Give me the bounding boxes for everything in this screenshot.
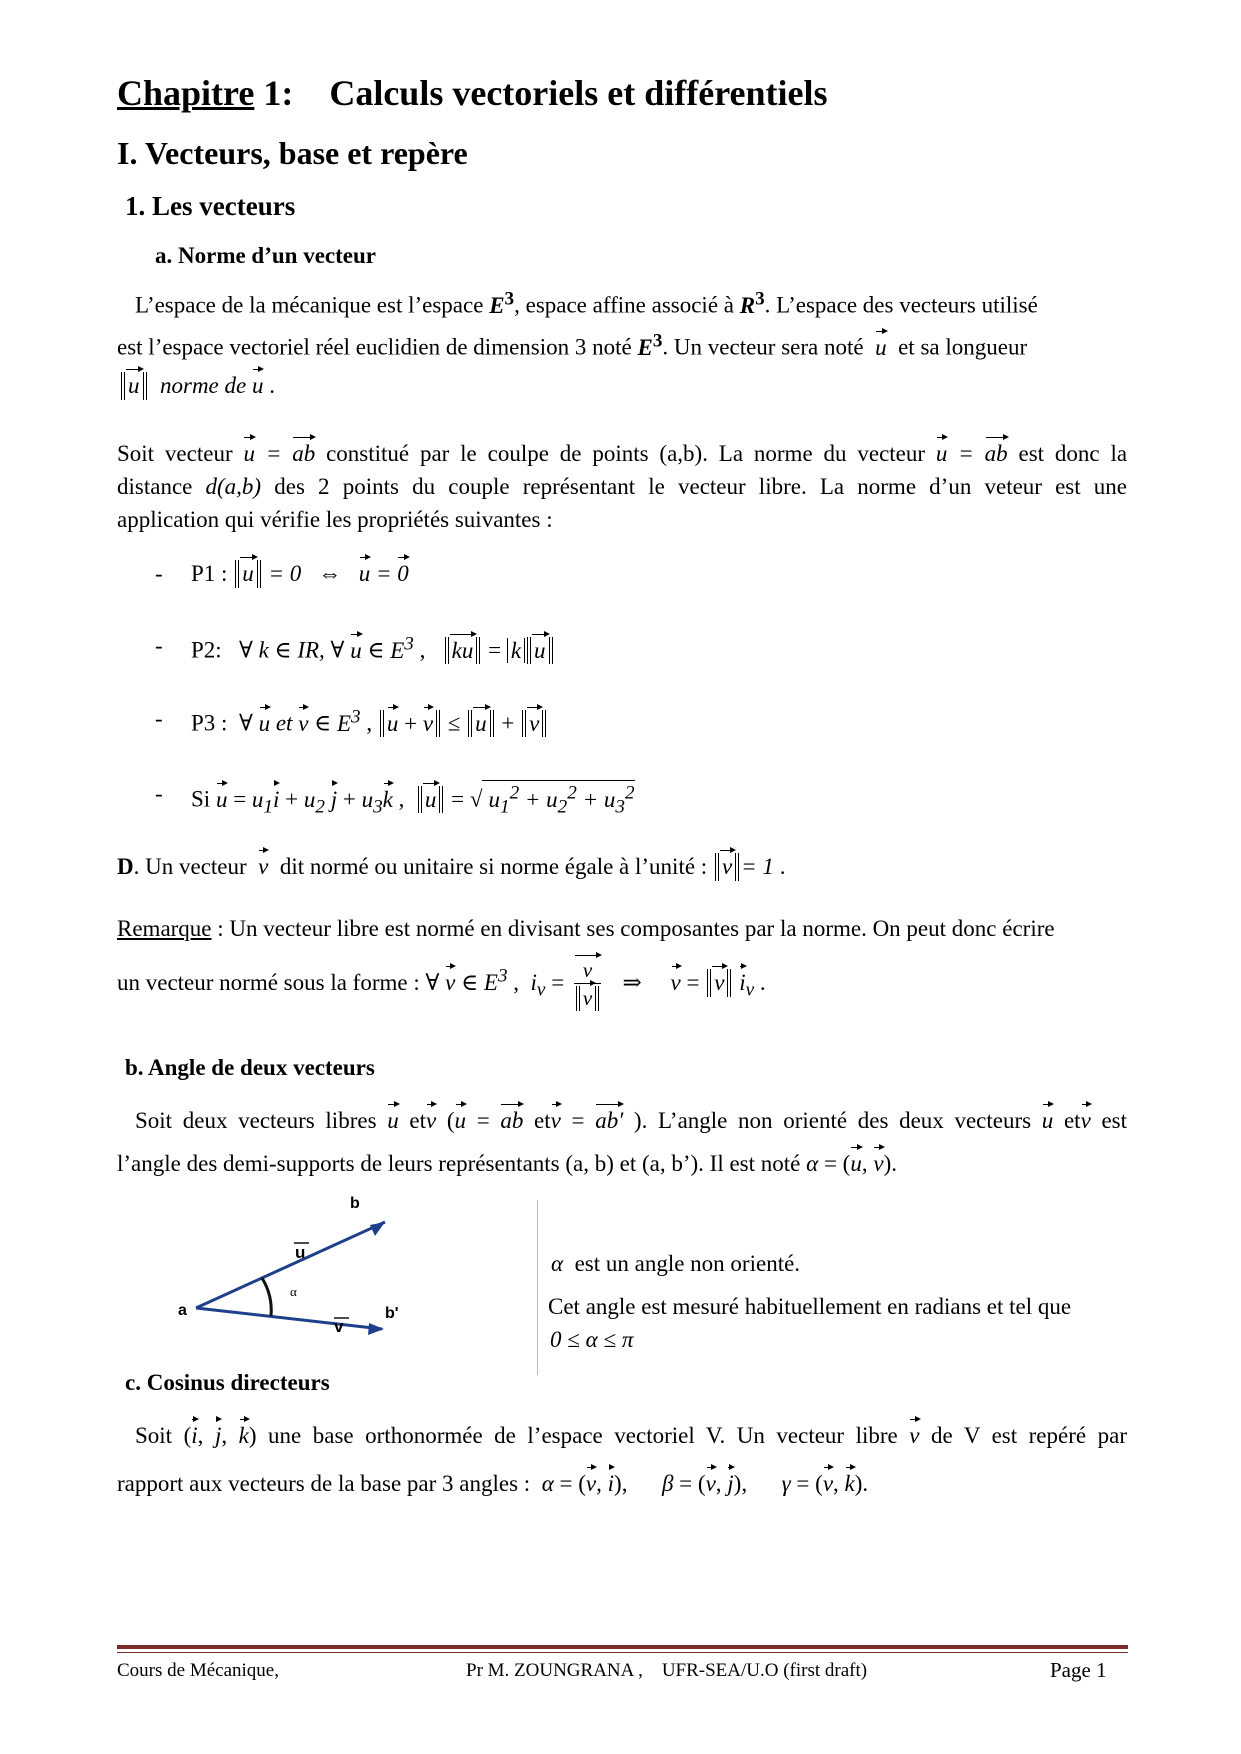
label-a: a	[178, 1302, 187, 1319]
prop-dash-2: -	[155, 633, 163, 658]
label-u: u	[295, 1243, 306, 1262]
para2-line1: Soit vecteur u = ab constitué par le coulpe de points (a,b). La norme du vecteur u = ab est donc la	[117, 441, 1128, 466]
label-b: b	[350, 1195, 360, 1212]
remark-line2: un vecteur normé sous la forme : ∀ v ∈ $E^3$ , $i_v$ = $\frac{v}{v}$ ⇒ v = v $i_v$ .	[117, 958, 766, 1011]
prop-dash-3: -	[155, 706, 163, 731]
vector-u-arrowhead	[370, 1222, 385, 1236]
label-alpha: α	[290, 1284, 297, 1299]
angle-line1: Soit deux vecteurs libres u etv (u = ab etv = ab′ ). L’angle non orienté des deux vecteurs u etv est	[135, 1108, 1128, 1133]
cosdir-line1: Soit (i, j, k) une base orthonormée de l’espace vectoriel V. Un vecteur libre v de V est repéré par	[135, 1423, 1127, 1448]
footer-rule-thick	[117, 1645, 1128, 1649]
para2-line2: distance d(a,b) des 2 points du couple représentant le vecteur libre. La norme d’un veteur est une	[117, 474, 1128, 499]
prop-p2: P2: ∀ k ∈ IR, ∀ u ∈ $E^3$ , ku = k u	[191, 632, 555, 664]
footer-course: Cours de Mécanique,	[117, 1660, 279, 1681]
figure-text-1: α est un angle non orienté.	[551, 1251, 801, 1276]
label-b-prime: b'	[385, 1305, 399, 1322]
para2-line3: application qui vérifie les propriétés suivantes :	[117, 507, 553, 532]
prop-p3: P3 : ∀ u et v ∈ $E^3$ , u + v ≤ u + v	[191, 705, 548, 737]
vector-v-arrowhead	[368, 1323, 384, 1335]
prop-dash-1: -	[155, 561, 163, 586]
section-heading: I. Vecteurs, base et repère	[117, 135, 468, 171]
definition-unit-vector: D. Un vecteur v dit normé ou unitaire si norme égale à l’unité : v = 1 .	[117, 854, 786, 879]
chapter-title: Chapitre 1: Calculs vectoriels et différentiels	[117, 73, 828, 113]
figure-divider	[537, 1200, 538, 1375]
figure-text-3: 0 ≤ α ≤ π	[550, 1327, 634, 1352]
para1-line2: est l’espace vectoriel réel euclidien de dimension 3 noté $E^3$. Un vecteur sera noté u et sa longueur	[117, 330, 1028, 360]
prop-dash-4: -	[155, 781, 163, 806]
para1-line3: u norme de u .	[119, 372, 275, 400]
remark-line1: Remarque : Un vecteur libre est normé en divisant ses composantes par la norme. On peut donc écrire	[117, 916, 1055, 941]
cosdir-line2: rapport aux vecteurs de la base par 3 angles : α = (v, i), β = (v, j), γ = (v, k).	[117, 1471, 869, 1496]
para1-line1: L’espace de la mécanique est l’espace $E^3$, espace affine associé à $R^3$. L’espace des vecteurs utilisé	[135, 288, 1038, 318]
footer-author: Pr M. ZOUNGRANA , UFR-SEA/U.O (first draft)	[466, 1660, 868, 1681]
subsection-heading-vecteurs: 1. Les vecteurs	[125, 191, 296, 221]
vector-v-line	[196, 1308, 382, 1329]
label-v: v	[334, 1317, 344, 1336]
footer-page-number: Page 1	[1050, 1658, 1107, 1682]
footer-rule-thin	[117, 1652, 1128, 1653]
subsubsection-angle: b. Angle de deux vecteurs	[125, 1055, 375, 1080]
subsubsection-cosinus: c. Cosinus directeurs	[125, 1370, 330, 1395]
prop-p4: Si $u = u_1i + u_2$ $j + u_3k$ , u = √ $u_1^2 + u_2^2 + u_3^2$	[191, 782, 635, 818]
prop-p1: P1 : u = 0 ⇔ u = 0	[191, 561, 409, 586]
angle-line2: l’angle des demi-supports de leurs représentants (a, b) et (a, b’). Il est noté α = (u, v).	[117, 1151, 897, 1176]
angle-diagram	[170, 1190, 410, 1340]
figure-text-2: Cet angle est mesuré habituellement en radians et tel que	[548, 1294, 1072, 1319]
angle-arc	[262, 1278, 271, 1316]
subsubsection-norme: a. Norme d’un vecteur	[155, 243, 377, 268]
